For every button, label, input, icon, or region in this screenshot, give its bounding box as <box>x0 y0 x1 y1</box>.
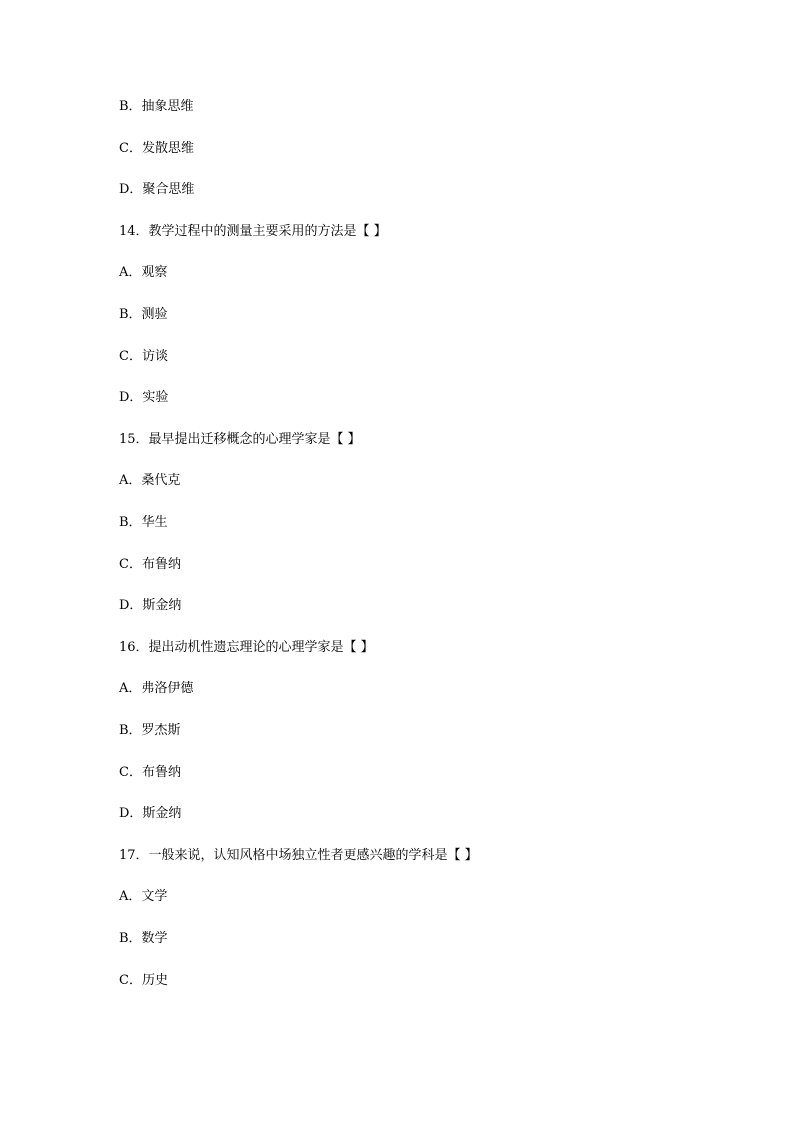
q14-option-c: C．访谈 <box>119 349 168 364</box>
q15-option-c: C．布鲁纳 <box>119 557 181 572</box>
q15-option-a: A．桑代克 <box>119 473 181 488</box>
q17-option-a: A．文学 <box>119 889 168 904</box>
option-d-convergent-thinking: D．聚合思维 <box>119 182 195 197</box>
q16-option-b: B．罗杰斯 <box>119 723 181 738</box>
q14-option-a: A．观察 <box>119 265 168 280</box>
q14-option-d: D．实验 <box>119 390 169 405</box>
option-c-divergent-thinking: C．发散思维 <box>119 141 194 156</box>
q15-option-b: B．华生 <box>119 515 168 530</box>
q14-option-b: B．测验 <box>119 307 168 322</box>
q16-option-d: D．斯金纳 <box>119 806 182 821</box>
q17-option-b: B．数学 <box>119 931 168 946</box>
q15-option-d: D．斯金纳 <box>119 598 182 613</box>
option-b-abstract-thinking: B．抽象思维 <box>119 99 194 114</box>
question-15: 15．最早提出迁移概念的心理学家是【 】 <box>119 432 361 447</box>
question-17: 17．一般来说，认知风格中场独立性者更感兴趣的学科是【 】 <box>119 848 478 863</box>
question-16: 16．提出动机性遗忘理论的心理学家是【 】 <box>119 640 374 655</box>
question-14: 14．教学过程中的测量主要采用的方法是【 】 <box>119 224 387 239</box>
q17-option-c: C．历史 <box>119 973 168 988</box>
q16-option-c: C．布鲁纳 <box>119 765 181 780</box>
q16-option-a: A．弗洛伊德 <box>119 681 194 696</box>
